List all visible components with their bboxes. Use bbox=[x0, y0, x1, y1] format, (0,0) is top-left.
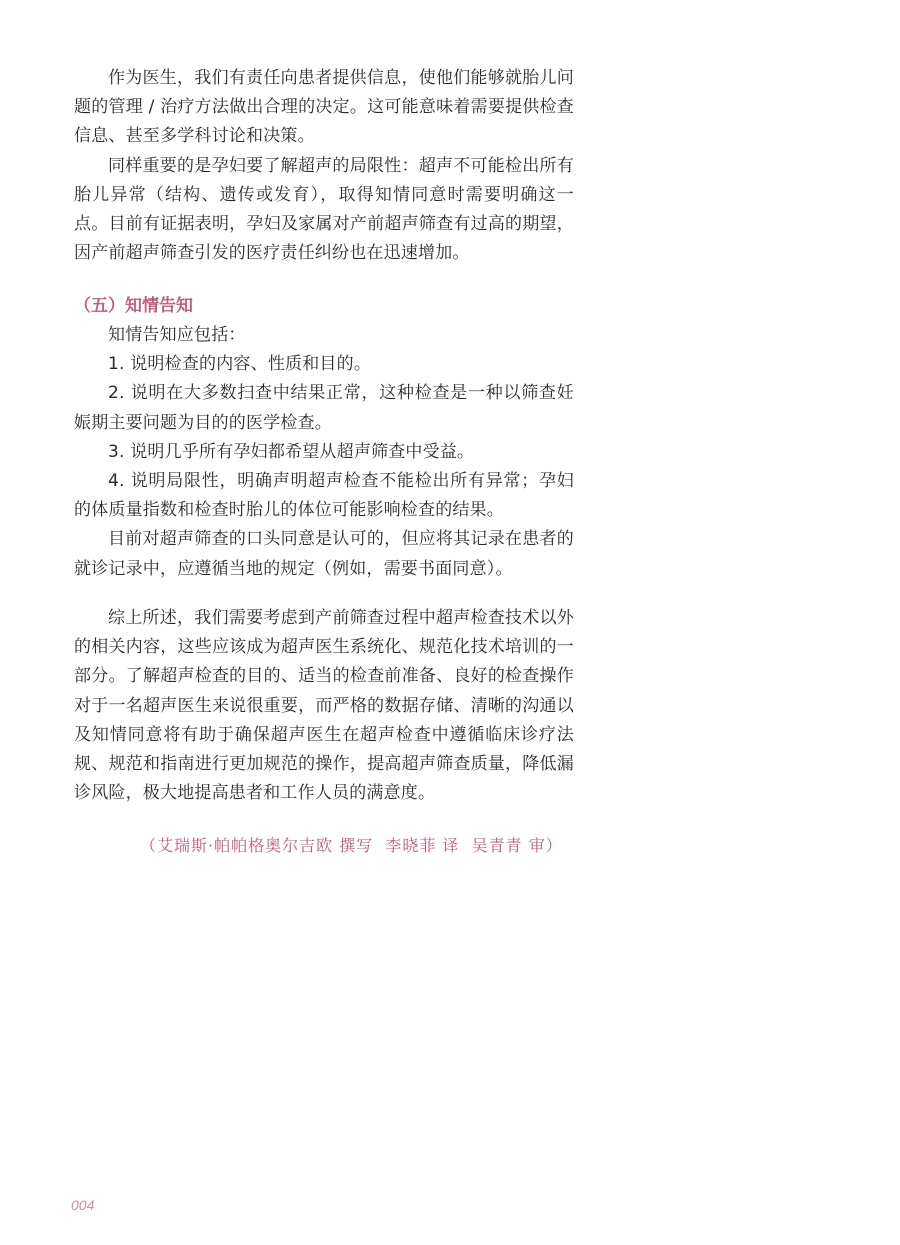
consent-item-1: 1. 说明检查的内容、性质和目的。 bbox=[108, 354, 372, 375]
intro-paragraph-1: 作为医生，我们有责任向患者提供信息，使他们能够就胎儿问题的管理 / 治疗方法做出合理的决定。这可能意味着需要提供检查信息、甚至多学科讨论和决策。 bbox=[74, 68, 574, 147]
intro-block bbox=[74, 64, 574, 268]
section-heading: （五）知情告知 bbox=[74, 296, 193, 316]
consent-item-2: 2. 说明在大多数扫查中结果正常，这种检查是一种以筛查妊娠期主要问题为目的的医学检查。 bbox=[74, 383, 574, 433]
intro-paragraph-2: 同样重要的是孕妇要了解超声的局限性：超声不可能检出所有胎儿异常（结构、遗传或发育），取得知情同意时需要明确这一点。目前有证据表明，孕妇及家属对产前超声筛查有过高的期望，因产前超声筛查引发的医疗责任纠纷也在迅速增加。 bbox=[74, 155, 574, 264]
consent-item-3: 3. 说明几乎所有孕妇都希望从超声筛查中受益。 bbox=[108, 441, 475, 462]
consent-block bbox=[74, 321, 574, 584]
consent-closing: 目前对超声筛查的口头同意是认可的，但应将其记录在患者的就诊记录中，应遵循当地的规定（例如，需要书面同意）。 bbox=[74, 529, 574, 579]
author-credit: （艾瑞斯·帕帕格奥尔吉欧 撰写 李晓菲 译 吴青青 审） bbox=[140, 836, 563, 855]
page-number: 004 bbox=[71, 1197, 95, 1213]
consent-lead: 知情告知应包括： bbox=[108, 325, 246, 345]
summary-paragraph: 综上所述，我们需要考虑到产前筛查过程中超声检查技术以外的相关内容，这些应该成为超声医生系统化、规范化技术培训的一部分。了解超声检查的目的、适当的检查前准备、良好的检查操作对于一名超声医生来说很重要，而严格的数据存储、清晰的沟通以及知情同意将有助于确保超声医生在超声检查中遵循临床诊疗法规、规范和指南进行更加规范的操作，提高超声筛查质量，降低漏诊风险，极大地提高患者和工作人员的满意度。 bbox=[74, 608, 574, 804]
consent-item-4: 4. 说明局限性，明确声明超声检查不能检出所有异常；孕妇的体质量指数和检查时胎儿的体位可能影响检查的结果。 bbox=[74, 471, 574, 521]
summary-block bbox=[74, 604, 574, 808]
